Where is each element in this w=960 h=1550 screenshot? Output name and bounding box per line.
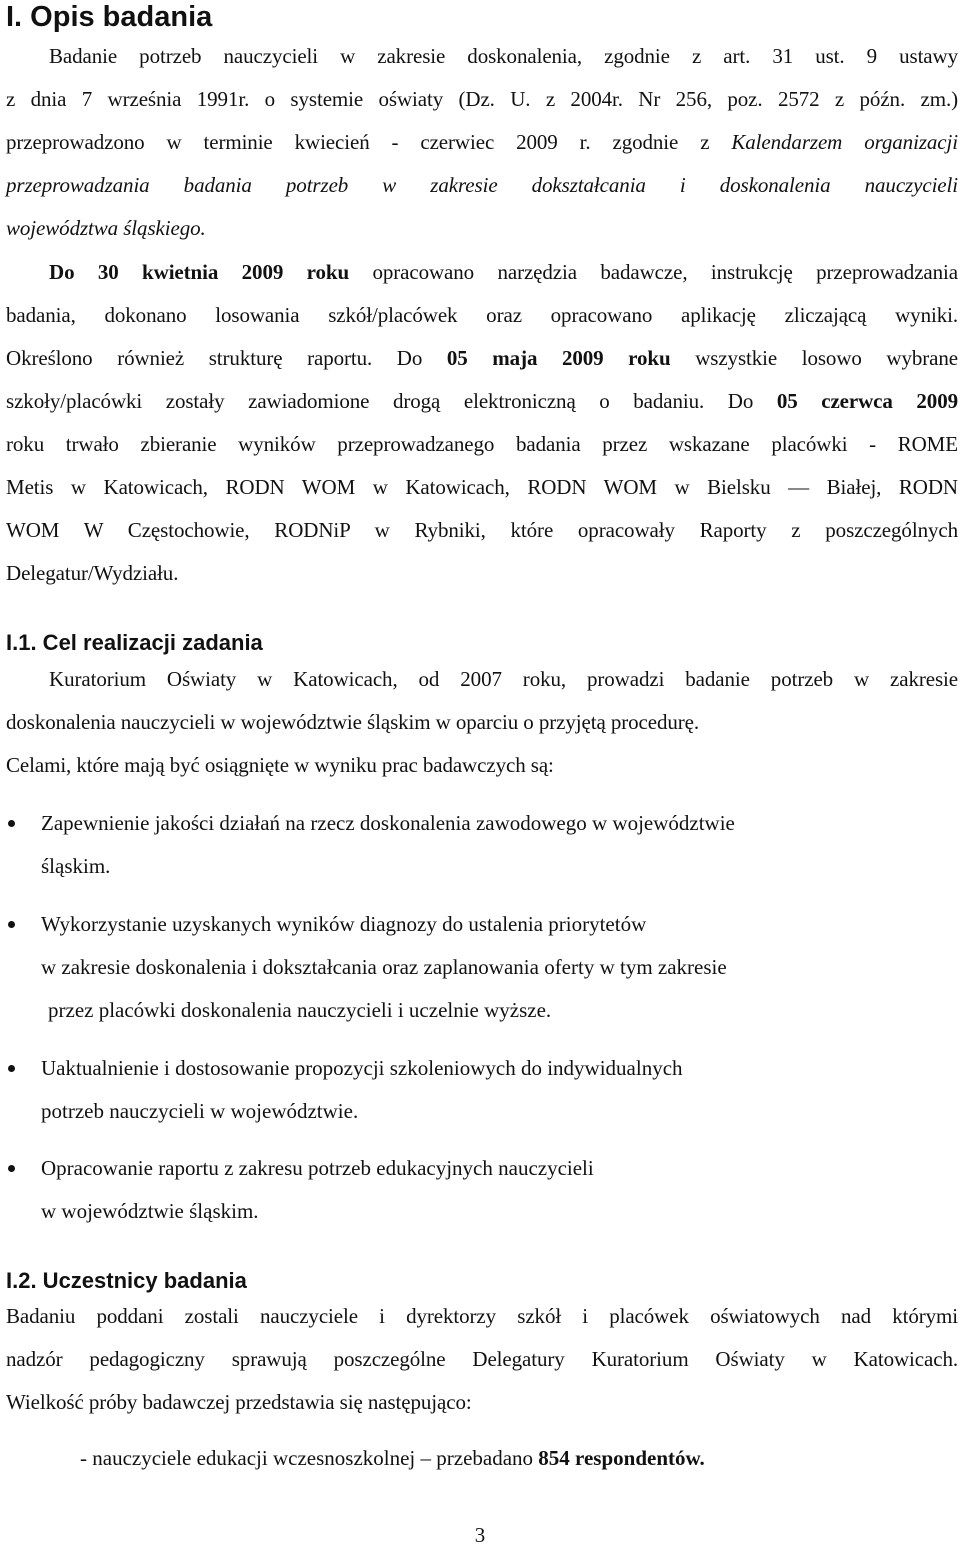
text-line: Badaniu poddani zostali nauczyciele i dyrektorzy szkół i placówek oświatowych nad którymi bbox=[6, 1304, 958, 1328]
text-line: Określono również strukturę raportu. Do 05 maja 2009 roku wszystkie losowo wybrane bbox=[6, 346, 959, 370]
text-line: doskonalenia nauczycieli w województwie śląskim w oparciu o przyjętą procedurę. bbox=[6, 710, 700, 734]
text-line: przeprowadzania badania potrzeb w zakresie dokształcania i doskonalenia nauczycieli bbox=[6, 173, 958, 197]
text-line: Kuratorium Oświaty w Katowicach, od 2007 roku, prowadzi badanie potrzeb w zakresie bbox=[49, 667, 958, 691]
bullet-icon bbox=[8, 1165, 15, 1172]
section-heading: I.1. Cel realizacji zadania bbox=[6, 630, 263, 655]
text-line: w województwie śląskim. bbox=[41, 1199, 259, 1223]
section-heading: I.2. Uczestnicy badania bbox=[6, 1268, 247, 1293]
text-line: Badanie potrzeb nauczycieli w zakresie doskonalenia, zgodnie z art. 31 ust. 9 ustawy bbox=[49, 44, 958, 68]
bullet-icon bbox=[8, 921, 15, 928]
text-line: Uaktualnienie i dostosowanie propozycji szkoleniowych do indywidualnych bbox=[41, 1056, 683, 1080]
text-line: z dnia 7 września 1991r. o systemie oświaty (Dz. U. z 2004r. Nr 256, poz. 2572 z późn. zm.) bbox=[6, 87, 958, 111]
text-line: Celami, które mają być osiągnięte w wyniku prac badawczych są: bbox=[6, 753, 554, 777]
text-line: Metis w Katowicach, RODN WOM w Katowicach, RODN WOM w Bielsku — Białej, RODN bbox=[6, 475, 958, 499]
schedule-paragraph bbox=[6, 251, 958, 595]
text-line: potrzeb nauczycieli w województwie. bbox=[41, 1099, 359, 1123]
text-line: Delegatur/Wydziału. bbox=[6, 561, 179, 585]
section1-paragraph bbox=[6, 658, 958, 787]
section2-paragraph bbox=[6, 1295, 958, 1424]
text-line: Wielkość próby badawczej przedstawia się następująco: bbox=[6, 1390, 472, 1414]
text-line: badania, dokonano losowania szkół/placówek oraz opracowano aplikację zliczającą wyniki. bbox=[6, 303, 958, 327]
text-line: śląskim. bbox=[41, 854, 111, 878]
text-line: Opracowanie raportu z zakresu potrzeb edukacyjnych nauczycieli bbox=[41, 1156, 594, 1180]
text-line: nadzór pedagogiczny sprawują poszczególne Delegatury Kuratorium Oświaty w Katowicach. bbox=[6, 1347, 958, 1371]
text-line: WOM W Częstochowie, RODNiP w Rybniki, które opracowały Raporty z poszczególnych bbox=[6, 518, 958, 542]
bullet-icon bbox=[8, 820, 15, 827]
text-line: Do 30 kwietnia 2009 roku opracowano narzędzia badawcze, instrukcję przeprowadzania bbox=[49, 260, 958, 284]
text-line: przeprowadzono w terminie kwiecień - czerwiec 2009 r. zgodnie z Kalendarzem organizacji bbox=[6, 130, 958, 154]
page-number: 3 bbox=[474, 1523, 486, 1547]
page-title: I. Opis badania bbox=[6, 1, 213, 33]
respondents-line bbox=[6, 1437, 958, 1480]
text-line: województwa śląskiego. bbox=[6, 216, 206, 240]
text-line: szkoły/placówki zostały zawiadomione drogą elektroniczną o badaniu. Do 05 czerwca 2009 bbox=[6, 389, 959, 413]
text-line: przez placówki doskonalenia nauczycieli i uczelnie wyższe. bbox=[48, 998, 552, 1022]
intro-paragraph bbox=[6, 35, 958, 250]
text-line: - nauczyciele edukacji wczesnoszkolnej – przebadano 854 respondentów. bbox=[80, 1446, 705, 1470]
bullet-icon bbox=[8, 1065, 15, 1072]
text-line: Zapewnienie jakości działań na rzecz doskonalenia zawodowego w województwie bbox=[41, 811, 735, 835]
text-line: roku trwało zbieranie wyników przeprowadzanego badania przez wskazane placówki - ROME bbox=[6, 432, 958, 456]
text-line: w zakresie doskonalenia i dokształcania oraz zaplanowania oferty w tym zakresie bbox=[41, 955, 727, 979]
text-line: Wykorzystanie uzyskanych wyników diagnozy do ustalenia priorytetów bbox=[41, 912, 647, 936]
